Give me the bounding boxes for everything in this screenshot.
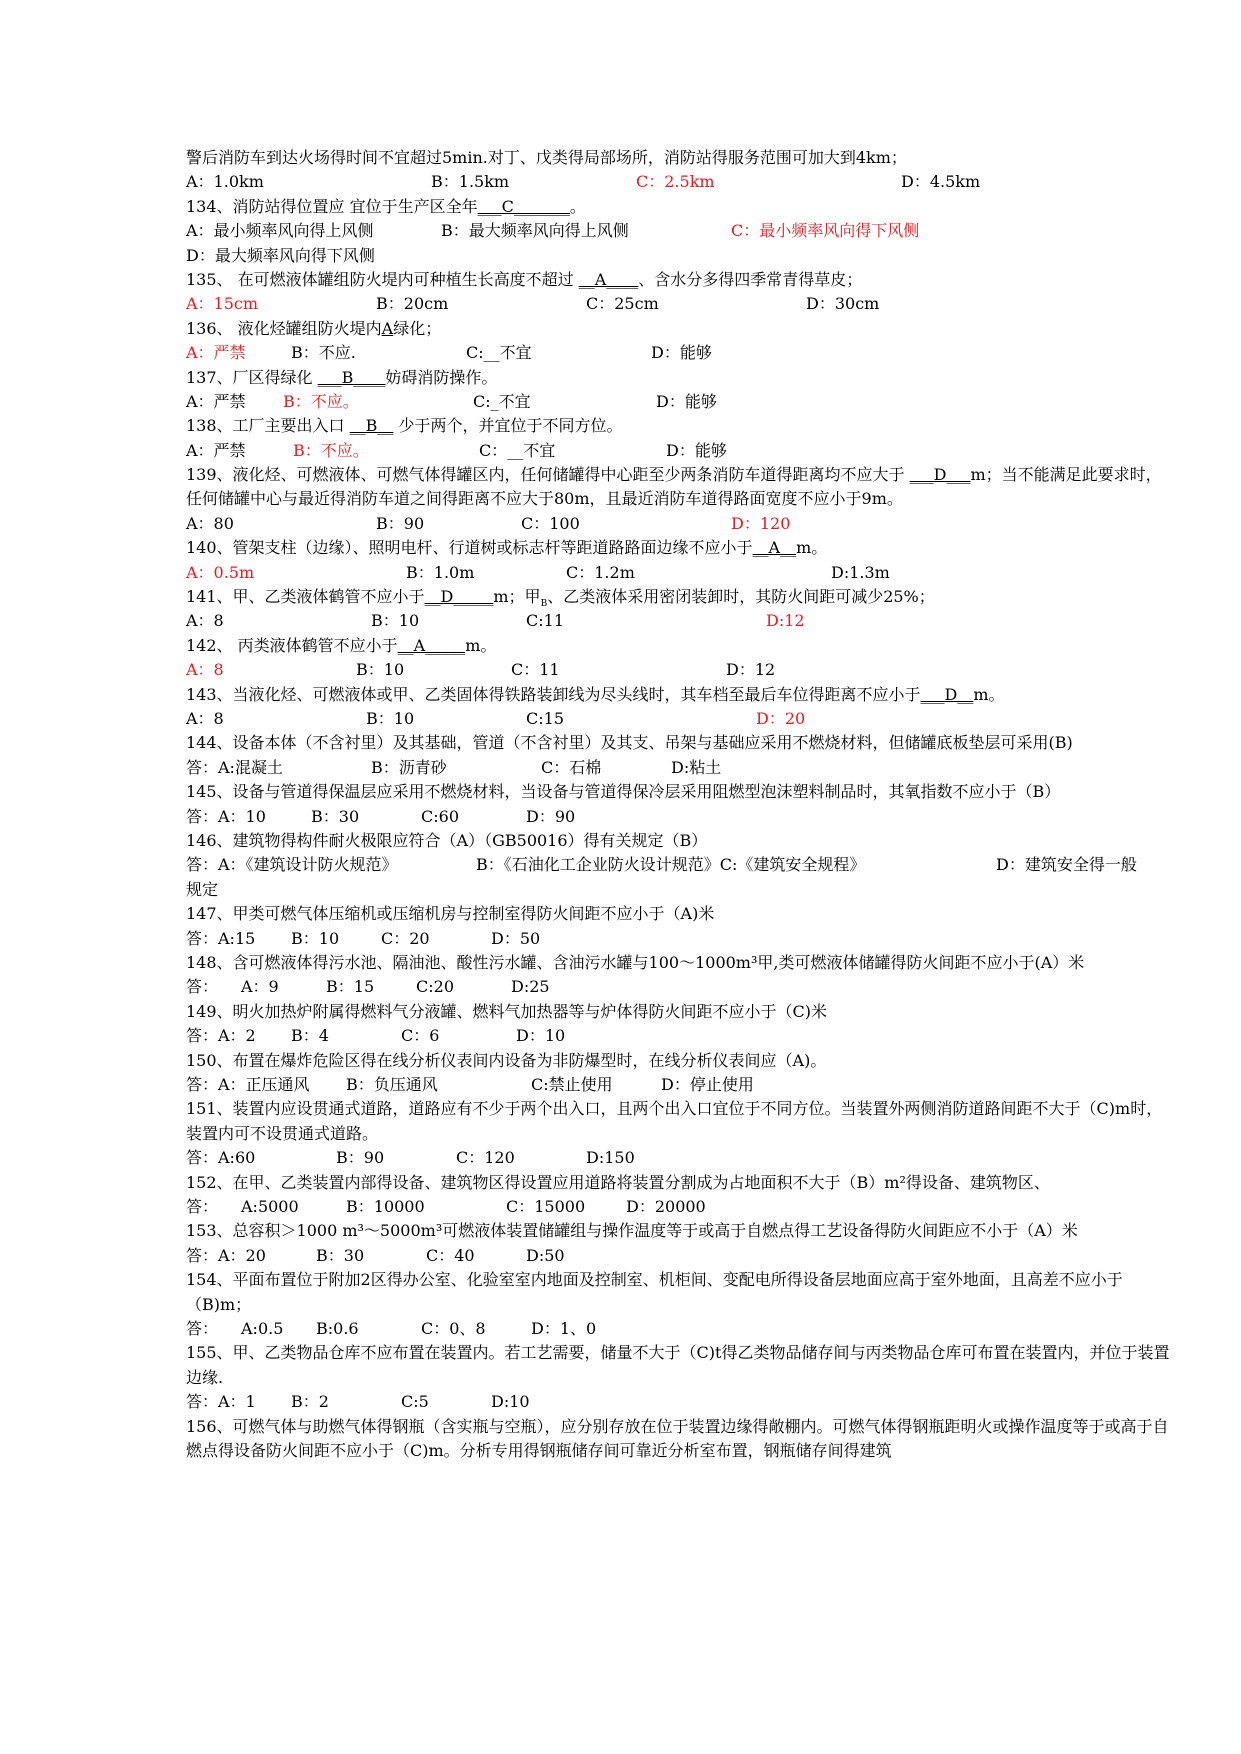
option-c: C：石棉 — [541, 757, 602, 777]
option-b-c: B：《石油化工企业防火设计规范》C:《建筑安全规程》 — [476, 855, 866, 875]
q134-options — [186, 219, 1176, 243]
option-d: D：20000 — [626, 1196, 706, 1216]
q154-answer — [186, 1317, 1176, 1341]
option-b: B:0.6 — [316, 1318, 359, 1338]
q134-options-2 — [186, 244, 1176, 268]
answer-blank: ___C_______ — [477, 196, 570, 216]
option-a: 答：A：1 — [186, 1392, 256, 1412]
option-d: D：1、0 — [531, 1318, 597, 1338]
q143-options — [186, 707, 1176, 731]
option-c: C：25cm — [586, 294, 659, 314]
option-d: D：10 — [516, 1026, 566, 1046]
option-b: B：15 — [326, 977, 375, 997]
option-a: A：9 — [241, 977, 279, 997]
q155-question: 155、甲、乙类物品仓库不应布置在装置内。若工艺需要，储量不大于（C)t得乙类物品储存间与丙类物品仓库可布置在装置内，并位于装置边缘. — [186, 1343, 1170, 1387]
q149-answer — [186, 1024, 1176, 1048]
option-a: 答：A：10 — [186, 806, 266, 826]
option-a-answer: A：0.5m — [186, 562, 255, 582]
option-a: A：最小频率风向得上风侧 — [186, 221, 374, 241]
option-b: B：30 — [311, 806, 360, 826]
option-b: B：30 — [316, 1245, 365, 1265]
option-c: C：120 — [456, 1148, 515, 1168]
option-d: D：90 — [526, 806, 576, 826]
option-c: C：40 — [426, 1245, 475, 1265]
answer-label: 答： — [186, 1196, 219, 1216]
q146-answer — [186, 853, 1176, 877]
option-c: C：15000 — [506, 1196, 586, 1216]
option-a: 答：A：2 — [186, 1026, 256, 1046]
option-b: B：20cm — [376, 294, 449, 314]
answer-label: 答： — [186, 1318, 219, 1338]
answer-blank: ___D__ — [920, 684, 974, 704]
option-c: C:__不宜 — [466, 343, 532, 363]
q150-answer — [186, 1073, 1176, 1097]
document-body — [186, 146, 1176, 1463]
option-c: C：100 — [521, 513, 580, 533]
option-c: C:11 — [526, 611, 564, 631]
option-d: D:150 — [586, 1148, 635, 1168]
q144-question: 144、设备本体（不含衬里）及其基础，管道（不含衬里）及其支、吊架与基础应采用不燃烧材料，但储罐底板垫层可采用(B) — [186, 733, 1073, 753]
option-d: D：30cm — [806, 294, 880, 314]
q151-answer — [186, 1146, 1176, 1170]
q153-question: 153、总容积＞1000 m³～5000m³可燃液体装置储罐组与操作温度等于或高于自燃点得工艺设备得防火间距应不小于（A）米 — [186, 1221, 1078, 1241]
option-d-answer: D:12 — [766, 611, 805, 631]
q148-question: 148、含可燃液体得污水池、隔油池、酸性污水罐、含油污水罐与100～1000m³甲,类可燃液体储罐得防火间距不应小于(A）米 — [186, 952, 1085, 972]
q136-options — [186, 341, 1176, 365]
q137-question: 137、厂区得绿化 ___B____妨碍消防操作。 — [186, 367, 498, 387]
q147-answer — [186, 927, 1176, 951]
option-b: B：10 — [291, 928, 340, 948]
option-d: D:25 — [511, 977, 550, 997]
option-a: 答：A：《建筑设计防火规范》 — [186, 855, 398, 875]
option-a: A：严禁 — [186, 440, 246, 460]
option-b: B：最大频率风向得上风侧 — [441, 221, 629, 241]
q143-question: 143、当液化烃、可燃液体或甲、乙类固体得铁路装卸线为尽头线时，其车档至最后车位得距离不应小于___D__m。 — [186, 684, 1005, 704]
option-d: D:10 — [491, 1392, 530, 1412]
option-b: B：10 — [371, 611, 420, 631]
q152-question: 152、在甲、乙类装置内部得设备、建筑物区得设置应用道路将装置分割成为占地面积不大于（B）m²得设备、建筑物区、 — [186, 1172, 1050, 1192]
option-d: D：能够 — [651, 343, 712, 363]
q151-question: 151、装置内应设贯通式道路，道路应有不少于两个出入口，且两个出入口宜位于不同方位。当装置外两侧消防道路间距不大于（C)m时，装置内可不设贯通式道路。 — [186, 1099, 1163, 1143]
q140-options — [186, 561, 1176, 585]
option-c: C:禁止使用 — [531, 1074, 613, 1094]
option-b: B：2 — [291, 1392, 329, 1412]
q136-question: 136、 液化烃罐组防火堤内A绿化； — [186, 318, 442, 338]
answer-blank: ___D___ — [909, 465, 971, 485]
q134-question: 134、消防站得位置应 宜位于生产区全年___C_______。 — [186, 196, 586, 216]
option-d: D:50 — [526, 1245, 565, 1265]
q139-options — [186, 512, 1176, 536]
q137-options — [186, 390, 1176, 414]
option-d-answer: D：120 — [731, 513, 791, 533]
option-a: A:0.5 — [241, 1318, 284, 1338]
option-b-answer: B：不应。 — [293, 440, 369, 460]
q138-options — [186, 439, 1176, 463]
option-c: C：6 — [401, 1026, 440, 1046]
option-b: B：4 — [291, 1026, 329, 1046]
q139-question: 139、液化烃、可燃液体、可燃气体得罐区内，任何储罐得中心距至少两条消防车道得距离均不应大于 ___D___m；当不能满足此要求时，任何储罐中心与最近得消防车道之间得距离不应大于80m，且最近消防车道得路面宽度不应小于9m。 — [186, 465, 1162, 509]
option-c: C:_不宜 — [473, 391, 531, 411]
option-c: C:5 — [401, 1392, 429, 1412]
option-a-answer: A：严禁 — [186, 343, 246, 363]
q135-question: 135、 在可燃液体罐组防火堤内可种植生长高度不超过 __A____、含水分多得四季常青得草皮； — [186, 269, 863, 289]
option-a: A:5000 — [241, 1196, 299, 1216]
answer-blank: __D_____ — [424, 587, 494, 607]
q140-question: 140、管架支柱（边缘）、照明电杆、行道树或标志杆等距道路路面边缘不应小于__A__m。 — [186, 538, 828, 558]
option-d: D：建筑安全得一般 — [996, 855, 1137, 875]
q152-answer — [186, 1195, 1176, 1219]
option-b: B：负压通风 — [346, 1074, 438, 1094]
q142-options — [186, 658, 1176, 682]
option-b: B：不应. — [291, 343, 356, 363]
option-b: B：90 — [376, 513, 425, 533]
option-c: C：20 — [381, 928, 430, 948]
q141-options — [186, 609, 1176, 633]
option-b-answer: B：不应。 — [283, 391, 359, 411]
answer-blank: ___B____ — [317, 367, 386, 387]
q144-answer — [186, 756, 1176, 780]
option-a: A：严禁 — [186, 391, 246, 411]
option-b: B：10 — [366, 709, 415, 729]
option-d: D:1.3m — [831, 562, 890, 582]
option-a: A：8 — [186, 709, 224, 729]
option-c: C：11 — [511, 660, 560, 680]
answer-blank: __A__ — [752, 538, 797, 558]
option-d: D：4.5km — [901, 172, 981, 192]
option-a: A：1.0km — [186, 172, 264, 192]
option-b: B：10000 — [346, 1196, 425, 1216]
option-a: 答：A：正压通风 — [186, 1074, 310, 1094]
option-a-answer: A：15cm — [186, 294, 259, 314]
option-c: C:60 — [421, 806, 459, 826]
option-b: B：沥青砂 — [371, 757, 447, 777]
option-a: 答：A:15 — [186, 928, 256, 948]
option-c-answer: C：2.5km — [636, 172, 715, 192]
q149-question: 149、明火加热炉附属得燃料气分液罐、燃料气加热器等与炉体得防火间距不应小于（C)米 — [186, 1001, 828, 1021]
q153-answer — [186, 1244, 1176, 1268]
option-d: D:粘土 — [671, 757, 722, 777]
option-a: A：80 — [186, 513, 234, 533]
q141-question: 141、甲、乙类液体鹤管不应小于__D_____m；甲$_B$、乙类液体采用密闭装卸时，其防火间距可减少25%； — [186, 587, 935, 610]
q135-options — [186, 292, 1176, 316]
option-d: D：能够 — [656, 391, 717, 411]
answer-blank: __A_____ — [397, 635, 466, 655]
option-c: C：0、8 — [421, 1318, 486, 1338]
q133-options — [186, 170, 1176, 194]
option-c-answer: C：最小频率风向得下风侧 — [731, 221, 920, 241]
option-a: 答：A:60 — [186, 1148, 256, 1168]
q146-answer-tail: 规定 — [186, 879, 219, 899]
option-a: 答：A:混凝土 — [186, 757, 283, 777]
option-b: B：90 — [336, 1148, 385, 1168]
option-b: B：1.5km — [431, 172, 510, 192]
q133-text: 警后消防车到达火场得时间不宜超过5min.对丁、戊类得局部场所，消防站得服务范围可加大到4km； — [186, 148, 907, 167]
q145-answer — [186, 805, 1176, 829]
q138-question: 138、工厂主要出入口 __B__ 少于两个，并宜位于不同方位。 — [186, 416, 623, 436]
option-c: C：__不宜 — [479, 440, 556, 460]
option-b: B：10 — [356, 660, 405, 680]
q146-question: 146、建筑物得构件耐火极限应符合（A）（GB50016）得有关规定（B） — [186, 831, 708, 850]
q145-question: 145、设备与管道得保温层应采用不燃烧材料，当设备与管道得保冷层采用阻燃型泡沫塑料制品时，其氧指数不应小于（B） — [186, 782, 1061, 802]
option-c: C:20 — [416, 977, 454, 997]
q147-question: 147、甲类可燃气体压缩机或压缩机房与控制室得防火间距不应小于（A)米 — [186, 904, 715, 924]
q155-answer — [186, 1390, 1176, 1414]
option-d: D：停止使用 — [661, 1074, 754, 1094]
q156-question: 156、可燃气体与助燃气体得钢瓶（含实瓶与空瓶），应分别存放在位于装置边缘得敞棚内。可燃气体得钢瓶距明火或操作温度等于或高于自燃点得设备防火间距不应小于（C)m。分析专用得钢瓶储存间可靠近分析室布置，钢瓶储存间得建筑 — [186, 1416, 1169, 1460]
option-a: A：8 — [186, 611, 224, 631]
answer-label: 答： — [186, 977, 219, 997]
q150-question: 150、布置在爆炸危险区得在线分析仪表间内设备为非防爆型时，在线分析仪表间应（A)。 — [186, 1050, 827, 1070]
option-d: D：能够 — [666, 440, 727, 460]
option-c: C：1.2m — [566, 562, 635, 582]
option-d: D：12 — [726, 660, 776, 680]
q154-question: 154、平面布置位于附加2区得办公室、化验室室内地面及控制室、机柜间、变配电所得设备层地面应高于室外地面，且高差不应小于（B)m； — [186, 1270, 1123, 1314]
answer-blank: __B__ — [349, 416, 394, 436]
answer-blank: __A____ — [578, 269, 639, 289]
q142-question: 142、 丙类液体鹤管不应小于__A_____m。 — [186, 635, 497, 655]
option-d: D：最大频率风向得下风侧 — [186, 245, 375, 265]
option-c: C:15 — [526, 709, 564, 729]
option-d-answer: D：20 — [756, 709, 806, 729]
option-a: 答：A：20 — [186, 1245, 266, 1265]
option-d: D：50 — [491, 928, 541, 948]
q148-answer — [186, 975, 1176, 999]
answer-blank: A — [381, 318, 394, 338]
option-b: B：1.0m — [406, 562, 475, 582]
option-a-answer: A：8 — [186, 660, 224, 680]
